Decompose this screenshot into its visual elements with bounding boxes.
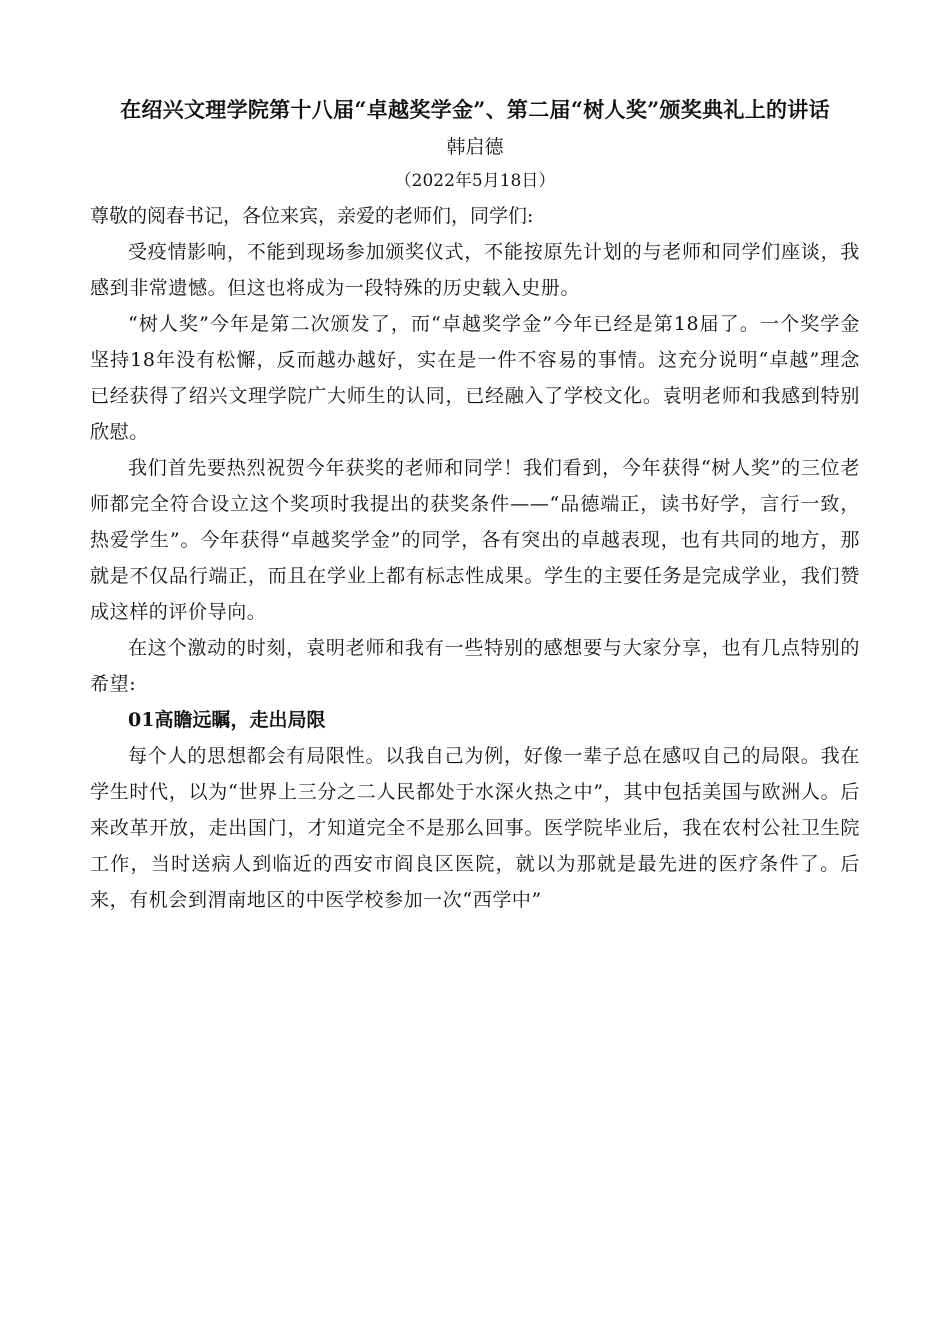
salutation: 尊敬的阅春书记，各位来宾，亲爱的老师们，同学们: [90,205,534,227]
document-page [90,92,860,918]
body-paragraph: 受疫情影响，不能到现场参加颁奖仪式，不能按原先计划的与老师和同学们座谈，我感到非常遗憾。但这也将成为一段特殊的历史载入史册。 [90,241,860,299]
document-title: 在绍兴文理学院第十八届“卓越奖学金”、第二届“树人奖”颁奖典礼上的讲话 [120,97,830,122]
section-heading: 01高瞻远瞩，走出局限 [128,709,326,731]
body-paragraph: 我们首先要热烈祝贺今年获奖的老师和同学！我们看到，今年获得“树人奖”的三位老师都完全符合设立这个奖项时我提出的获奖条件——“品德端正，读书好学，言行一致，热爱学生”。今年获得“卓越奖学金”的同学，各有突出的卓越表现，也有共同的地方，那就是不仅品行端正，而且在学业上都有标志性成果。学生的主要任务是完成学业，我们赞成这样的评价导向。 [90,457,860,623]
section-paragraph: 每个人的思想都会有局限性。以我自己为例，好像一辈子总在感叹自己的局限。我在学生时代，以为“世界上三分之二人民都处于水深火热之中”，其中包括美国与欧洲人。后来改革开放，走出国门，才知道完全不是那么回事。医学院毕业后，我在农村公社卫生院工作，当时送病人到临近的西安市阎良区医院，就以为那就是最先进的医疗条件了。后来，有机会到渭南地区的中医学校参加一次“西学中” [90,745,860,911]
body-paragraph: “树人奖”今年是第二次颁发了，而“卓越奖学金”今年已经是第18届了。一个奖学金坚持18年没有松懈，反而越办越好，实在是一件不容易的事情。这充分说明“卓越”理念已经获得了绍兴文理学院广大师生的认同，已经融入了学校文化。袁明老师和我感到特别欣慰。 [90,313,860,443]
speech-date: （2022年5月18日） [394,171,556,191]
body-paragraph: 在这个激动的时刻，袁明老师和我有一些特别的感想要与大家分享，也有几点特别的希望: [90,637,860,695]
author-name: 韩启德 [446,136,504,158]
